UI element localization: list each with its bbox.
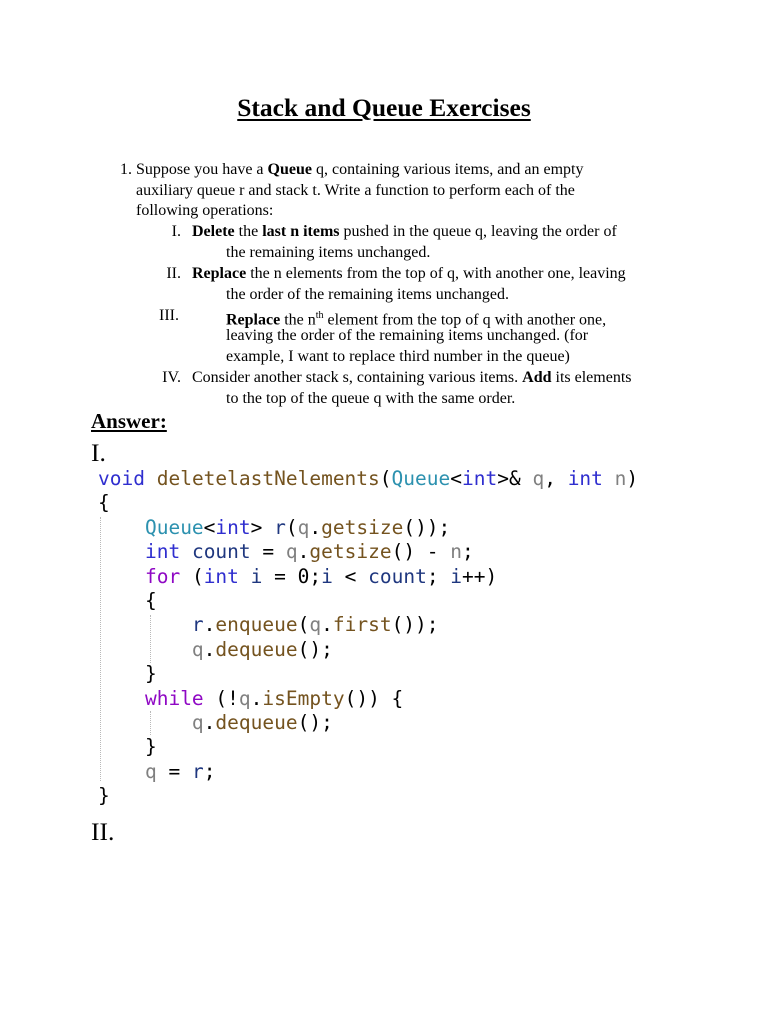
item-numeral-2: II. — [166, 265, 181, 282]
code-line — [98, 613, 638, 637]
code-token: , — [544, 467, 568, 490]
code-token: = 0; — [262, 564, 322, 588]
code-token: n — [614, 467, 627, 490]
code-token — [98, 711, 192, 734]
code-token: first — [332, 613, 392, 637]
code-token: . — [203, 637, 216, 661]
code-token: int — [567, 467, 603, 490]
code-token: i — [321, 564, 333, 588]
code-token: count — [191, 540, 251, 564]
code-token: int — [461, 467, 498, 490]
question-intro-line-2: auxiliary queue r and stack t. Write a function to perform each of the — [136, 182, 575, 199]
code-token: = — [250, 540, 286, 564]
code-token: q — [191, 637, 204, 661]
code-token: ; — [426, 564, 451, 588]
code-token: Queue — [391, 467, 451, 490]
code-token: } — [98, 735, 157, 759]
code-token — [98, 687, 145, 710]
code-token — [603, 467, 615, 490]
code-token: n — [450, 540, 463, 564]
code-token — [180, 540, 192, 563]
part-heading-1: I. — [91, 438, 106, 467]
code-line — [98, 784, 638, 808]
code-token: . — [321, 613, 333, 637]
code-line — [98, 540, 638, 564]
question-number: 1. — [120, 161, 132, 178]
item-numeral-1: I. — [171, 223, 181, 240]
code-token: q — [238, 686, 251, 710]
code-token — [98, 516, 145, 539]
code-token: getsize — [309, 540, 392, 564]
code-token: ()); — [391, 613, 439, 637]
code-token: () - — [391, 540, 451, 564]
code-token: (); — [297, 710, 333, 734]
code-token — [239, 565, 251, 588]
code-token: ( — [379, 467, 392, 490]
code-token: (! — [203, 686, 239, 710]
code-token: ( — [180, 564, 204, 588]
code-token: . — [250, 686, 263, 710]
code-token — [98, 613, 192, 636]
code-token: r — [274, 515, 286, 539]
code-line — [98, 565, 638, 589]
item-1-line-2: the remaining items unchanged. — [226, 244, 431, 261]
code-line — [98, 735, 638, 759]
code-token: Queue — [144, 515, 204, 539]
answer-heading: Answer: — [91, 409, 167, 433]
code-token: deletelastNelements — [156, 467, 380, 490]
code-token: q — [144, 759, 157, 783]
code-line — [98, 467, 638, 491]
item-3-line-2: leaving the order of the remaining items unchanged. (for — [226, 327, 589, 344]
code-token: < — [450, 467, 462, 490]
code-token: enqueue — [215, 613, 298, 637]
code-token: { — [98, 491, 110, 515]
code-token: ++) — [462, 564, 498, 588]
code-line — [98, 589, 638, 613]
code-line — [98, 760, 638, 784]
code-token — [98, 565, 145, 588]
code-token: dequeue — [215, 710, 298, 734]
code-token — [98, 540, 145, 563]
code-token: ; — [462, 540, 474, 564]
code-token: } — [98, 784, 110, 808]
code-token: void — [98, 467, 145, 490]
code-token: int — [144, 540, 181, 564]
part-heading-2: II. — [91, 817, 115, 846]
code-token: < — [332, 564, 369, 588]
code-line — [98, 687, 638, 711]
code-token: } — [98, 662, 157, 686]
code-token: { — [98, 588, 157, 612]
item-3-line-3: example, I want to replace third number in the queue) — [226, 348, 570, 365]
code-token: ) — [626, 467, 639, 490]
code-token: = — [156, 759, 192, 783]
code-token: q — [532, 467, 545, 490]
code-line — [98, 638, 638, 662]
item-2-line-1: Replace the n elements from the top of q, with another one, leaving — [192, 265, 626, 282]
code-line — [98, 491, 638, 515]
code-token: dequeue — [215, 637, 298, 661]
code-token: i — [250, 564, 263, 588]
code-line — [98, 711, 638, 735]
code-token: (); — [297, 637, 333, 661]
code-token: i — [450, 564, 463, 588]
code-token: < — [203, 515, 216, 539]
code-token: q — [191, 710, 204, 734]
code-token: count — [368, 564, 427, 588]
item-3-line-1: Replace the $n^{th}$ element from the top of q with another one, — [226, 310, 607, 329]
question-intro-line-3: following operations: — [136, 202, 274, 219]
code-token: r — [191, 759, 204, 783]
item-4-line-2: to the top of the queue q with the same order. — [226, 390, 516, 407]
code-token: getsize — [321, 515, 404, 539]
code-token: ( — [285, 515, 298, 539]
item-2-line-2: the order of the remaining items unchanged. — [226, 286, 510, 303]
code-token: ; — [203, 759, 216, 783]
code-token: ()); — [403, 515, 451, 539]
code-token: isEmpty — [262, 686, 345, 710]
code-token: q — [297, 515, 310, 539]
code-token: while — [144, 686, 204, 710]
code-token: q — [285, 540, 298, 564]
code-token — [98, 638, 192, 661]
code-token: . — [203, 710, 216, 734]
code-token: ( — [297, 613, 310, 637]
code-token: . — [309, 515, 322, 539]
code-token: int — [215, 515, 251, 539]
code-token — [98, 760, 145, 783]
code-token: r — [191, 613, 204, 637]
code-token: . — [203, 613, 216, 637]
code-token: >& — [497, 467, 533, 490]
code-token: . — [297, 540, 310, 564]
code-token: for — [144, 564, 181, 588]
item-1-line-1: Delete the last n items pushed in the queue q, leaving the order of — [192, 223, 617, 240]
code-token: ()) { — [344, 686, 404, 710]
document-title: Stack and Queue Exercises — [237, 93, 531, 122]
item-numeral-3: III. — [159, 307, 179, 324]
code-token: int — [203, 564, 239, 588]
code-line — [98, 516, 638, 540]
code-line — [98, 662, 638, 686]
item-numeral-4: IV. — [162, 369, 181, 386]
code-token — [145, 467, 157, 490]
code-block — [98, 467, 638, 808]
item-4-line-1: Consider another stack s, containing various items. Add its elements — [192, 369, 632, 386]
question-intro-line-1: Suppose you have a Queue q, containing various items, and an empty — [136, 161, 584, 178]
code-token: q — [309, 613, 322, 637]
code-token: > — [250, 515, 275, 539]
